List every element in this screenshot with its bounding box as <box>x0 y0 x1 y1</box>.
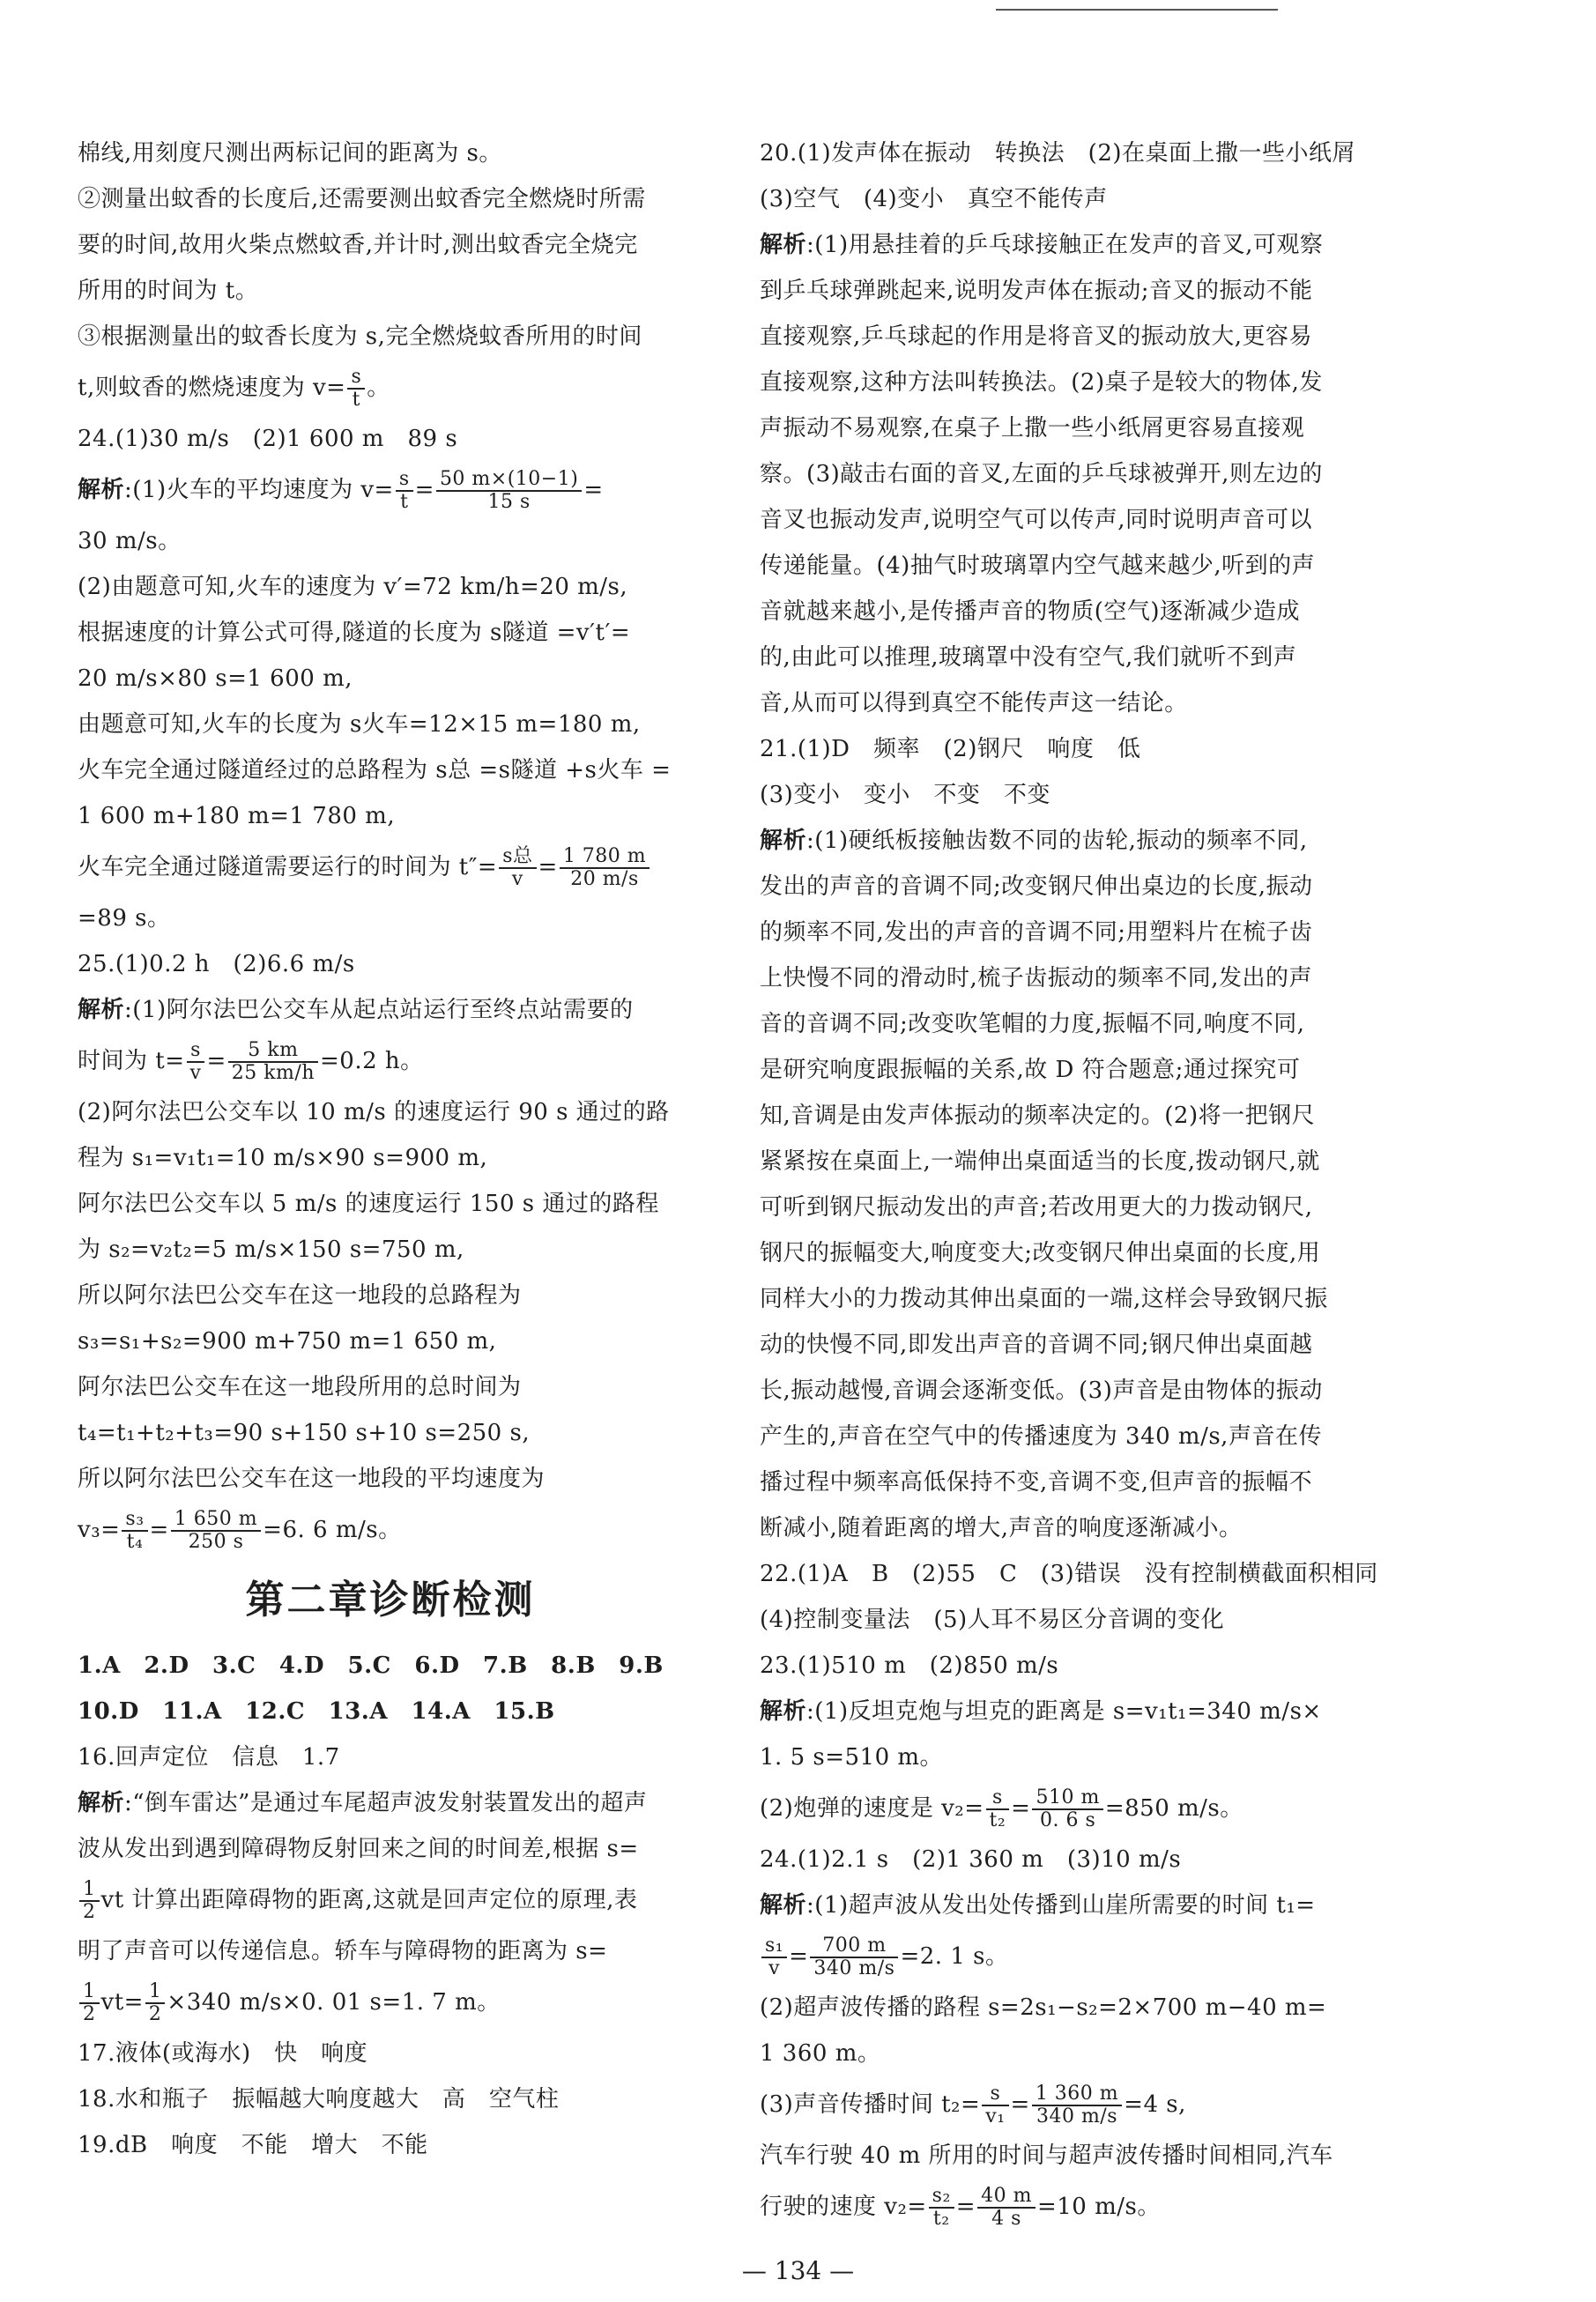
fraction <box>929 2186 954 2230</box>
numerator: s₃ <box>122 1509 147 1532</box>
numerator: 1 <box>79 1879 100 1902</box>
fraction <box>187 1040 205 1084</box>
numerator: 1 650 m <box>171 1509 261 1532</box>
mc-answers: 10.D 11.A 12.C 13.A 14.A 15.B <box>78 1698 555 1725</box>
analysis-label: 解析 <box>760 1892 807 1919</box>
analysis-label: 解析 <box>760 1698 807 1725</box>
text: =4 s, <box>1124 2091 1186 2118</box>
numerator: 510 m <box>1032 1787 1102 1810</box>
text: = <box>538 854 558 880</box>
numerator: s总 <box>499 846 536 869</box>
formula-line <box>760 1928 1429 1985</box>
answer-23: 23.(1)510 m (2)850 m/s <box>760 1652 1059 1679</box>
left-column <box>78 130 703 2168</box>
text-line: 20 m/s×80 s=1 600 m, <box>78 665 353 692</box>
text: = <box>206 1048 226 1074</box>
analysis-label: 解析 <box>78 997 125 1023</box>
answer-19: 19.dB 响度 不能 增大 不能 <box>78 2132 428 2158</box>
text: :“倒车雷达”是通过车尾超声波发射装置发出的超声 <box>124 1790 648 1816</box>
text-line: 紧紧按在桌面上,一端伸出桌面适当的长度,拨动钢尺,就 <box>760 1148 1320 1175</box>
analysis-line <box>760 1689 1429 1734</box>
fraction <box>977 2186 1036 2230</box>
text-line: 同样大小的力拨动其伸出桌面的一端,这样会导致钢尺振 <box>760 1286 1328 1312</box>
text: = <box>583 477 604 503</box>
text-line: 棉线,用刻度尺测出两标记间的距离为 s。 <box>78 140 502 167</box>
numerator: s <box>986 1787 1010 1810</box>
answer-21-cont: (3)变小 变小 不变 不变 <box>760 782 1050 808</box>
text-line: 根据速度的计算公式可得,隧道的长度为 s隧道 =v′t′= <box>78 620 631 646</box>
denominator: v <box>189 1062 202 1084</box>
text-line: s₃=s₁+s₂=900 m+750 m=1 650 m, <box>78 1328 497 1355</box>
text: vt= <box>100 1989 144 2016</box>
text-line: ②测量出蚊香的长度后,还需要测出蚊香完全燃烧时所需 <box>78 186 646 212</box>
text: (2)炮弹的速度是 v₂= <box>760 1795 984 1822</box>
answer-21: 21.(1)D 频率 (2)钢尺 响度 低 <box>760 736 1141 762</box>
text: =6. 6 m/s。 <box>263 1517 402 1543</box>
numerator: 40 m <box>977 2186 1036 2209</box>
denominator: t₂ <box>932 2208 950 2230</box>
text-line: 由题意可知,火车的长度为 s火车=12×15 m=180 m, <box>78 711 641 738</box>
fraction <box>347 367 365 411</box>
fraction <box>761 1935 787 1979</box>
text: 火车完全通过隧道需要运行的时间为 t″= <box>78 854 498 880</box>
formula-line <box>78 1974 703 2031</box>
formula-line <box>78 360 703 416</box>
text-line: 察。(3)敲击右面的音叉,左面的乒乓球被弹开,则左边的 <box>760 461 1323 487</box>
analysis-line <box>760 818 1429 864</box>
fraction <box>79 1879 100 1923</box>
text-line: t₄=t₁+t₂+t₃=90 s+150 s+10 s=250 s, <box>78 1420 531 1446</box>
formula-line <box>760 2179 1429 2235</box>
text: =850 m/s。 <box>1104 1795 1243 1822</box>
numerator: 50 m×(10−1) <box>436 469 582 492</box>
denominator: 20 m/s <box>570 868 639 890</box>
numerator: 1 <box>79 1981 100 2004</box>
text-line: 1 600 m+180 m=1 780 m, <box>78 803 396 829</box>
denominator: 0. 6 s <box>1040 1809 1096 1831</box>
numerator: 1 <box>145 1981 166 2004</box>
text-line: 1 360 m。 <box>760 2040 881 2067</box>
text: = <box>789 1943 809 1970</box>
formula-line <box>78 1872 703 1928</box>
text: :(1)阿尔法巴公交车从起点站运行至终点站需要的 <box>124 997 634 1023</box>
text-line: 发出的声音的音调不同;改变钢尺伸出桌边的长度,振动 <box>760 873 1313 900</box>
text-line: 音,从而可以得到真空不能传声这一结论。 <box>760 690 1188 717</box>
numerator: 5 km <box>228 1040 318 1063</box>
answer-20-cont: (3)空气 (4)变小 真空不能传声 <box>760 186 1108 212</box>
text-line: (2)阿尔法巴公交车以 10 m/s 的速度运行 90 s 通过的路 <box>78 1099 670 1125</box>
answer-22-cont: (4)控制变量法 (5)人耳不易区分音调的变化 <box>760 1607 1225 1633</box>
fraction <box>79 1981 100 2025</box>
numerator: s <box>347 367 365 390</box>
text: = <box>1011 1795 1031 1822</box>
text-line: 为 s₂=v₂t₂=5 m/s×150 s=750 m, <box>78 1236 464 1263</box>
answer-20: 20.(1)发声体在振动 转换法 (2)在桌面上撒一些小纸屑 <box>760 140 1356 167</box>
fraction <box>436 469 582 513</box>
fraction <box>396 469 413 513</box>
fraction <box>171 1509 261 1553</box>
denominator: v <box>511 868 523 890</box>
text-line: 断减小,随着距离的增大,声音的响度逐渐减小。 <box>760 1515 1243 1541</box>
answer-22: 22.(1)A B (2)55 C (3)错误 没有控制横截面积相同 <box>760 1561 1378 1587</box>
fraction <box>122 1509 147 1553</box>
text-line: 上快慢不同的滑动时,梳子齿振动的频率不同,发出的声 <box>760 965 1313 991</box>
fraction <box>982 2083 1008 2127</box>
answer-25: 25.(1)0.2 h (2)6.6 m/s <box>78 951 355 977</box>
analysis-line <box>760 1882 1429 1928</box>
right-column <box>760 130 1429 2235</box>
denominator: 340 m/s <box>1036 2105 1118 2127</box>
text: :(1)硬纸板接触齿数不同的齿轮,振动的频率不同, <box>806 828 1308 854</box>
analysis-label: 解析 <box>78 477 125 503</box>
denominator: v <box>768 1957 781 1979</box>
page-number: — 134 — <box>741 2256 855 2285</box>
text: = <box>1010 2091 1030 2118</box>
text-line: 知,音调是由发声体振动的频率决定的。(2)将一把钢尺 <box>760 1103 1316 1129</box>
text-line: 汽车行驶 40 m 所用的时间与超声波传播时间相同,汽车 <box>760 2142 1333 2169</box>
text-line: 直接观察,乒乓球起的作用是将音叉的振动放大,更容易 <box>760 323 1313 350</box>
text: :(1)反坦克炮与坦克的距离是 s=v₁t₁=340 m/s× <box>806 1698 1322 1725</box>
analysis-line <box>78 1780 703 1826</box>
denominator: 25 km/h <box>231 1062 315 1084</box>
fraction <box>1032 2083 1122 2127</box>
fraction <box>560 846 650 890</box>
text-line: 产生的,声音在空气中的传播速度为 340 m/s,声音在传 <box>760 1423 1322 1450</box>
answer-24: 24.(1)2.1 s (2)1 360 m (3)10 m/s <box>760 1846 1182 1873</box>
text-line: 可听到钢尺振动发出的声音;若改用更大的力拨动钢尺, <box>760 1194 1313 1221</box>
text: = <box>955 2194 976 2220</box>
text-line: 火车完全通过隧道经过的总路程为 s总 =s隧道 +s火车 = <box>78 757 672 783</box>
text-line: 长,振动越慢,音调会逐渐变低。(3)声音是由物体的振动 <box>760 1377 1323 1404</box>
formula-line <box>78 462 703 518</box>
numerator: s₂ <box>929 2186 954 2209</box>
text-line: 程为 s₁=v₁t₁=10 m/s×90 s=900 m, <box>78 1145 488 1171</box>
text: =10 m/s。 <box>1036 2194 1161 2220</box>
analysis-label: 解析 <box>760 232 807 258</box>
answer-16: 16.回声定位 信息 1.7 <box>78 1744 340 1771</box>
text: =2. 1 s。 <box>900 1943 1009 1970</box>
text-line: 声振动不易观察,在桌子上撒一些小纸屑更容易直接观 <box>760 415 1305 442</box>
analysis-line <box>78 987 703 1033</box>
mc-answers: 1.A 2.D 3.C 4.D 5.C 6.D 7.B 8.B 9.B <box>78 1652 664 1679</box>
text: vt 计算出距障碍物的距离,这就是回声定位的原理,表 <box>100 1887 638 1913</box>
top-rule <box>996 9 1278 11</box>
text-line: 所以阿尔法巴公交车在这一地段的总路程为 <box>78 1282 522 1309</box>
text: t,则蚊香的燃烧速度为 v= <box>78 375 346 401</box>
denominator: 2 <box>148 2003 162 2025</box>
text-line: 传递能量。(4)抽气时玻璃罩内空气越来越少,听到的声 <box>760 553 1316 579</box>
fraction <box>499 846 536 890</box>
formula-line <box>78 1502 703 1558</box>
text-line: 播过程中频率高低保持不变,音调不变,但声音的振幅不 <box>760 1469 1313 1496</box>
text: =0.2 h。 <box>320 1048 424 1074</box>
denominator: 250 s <box>188 1531 244 1553</box>
numerator: s <box>396 469 413 492</box>
text-line: 音的音调不同;改变吹笔帽的力度,振幅不同,响度不同, <box>760 1011 1305 1037</box>
text-line: 明了声音可以传递信息。轿车与障碍物的距离为 s= <box>78 1938 608 1964</box>
formula-line <box>760 2076 1429 2133</box>
fraction <box>145 1981 166 2025</box>
denominator: 4 s <box>991 2208 1021 2230</box>
denominator: 2 <box>83 2003 96 2025</box>
denominator: t <box>352 389 361 411</box>
text-line: 阿尔法巴公交车在这一地段所用的总时间为 <box>78 1374 522 1400</box>
text-line: ③根据测量出的蚊香长度为 s,完全燃烧蚊香所用的时间 <box>78 323 642 350</box>
analysis-line <box>760 222 1429 268</box>
text-line: 30 m/s。 <box>78 528 182 554</box>
text-line: 直接观察,这种方法叫转换法。(2)桌子是较大的物体,发 <box>760 369 1323 396</box>
numerator: s₁ <box>761 1935 787 1958</box>
answer-24: 24.(1)30 m/s (2)1 600 m 89 s <box>78 426 458 452</box>
text: = <box>149 1517 169 1543</box>
denominator: t₄ <box>126 1531 144 1553</box>
denominator: 2 <box>83 1901 96 1923</box>
text-line: 波从发出到遇到障碍物反射回来之间的时间差,根据 s= <box>78 1836 639 1862</box>
text: 行驶的速度 v₂= <box>760 2194 927 2220</box>
numerator: s <box>982 2083 1008 2106</box>
numerator: 700 m <box>810 1935 898 1958</box>
numerator: 1 780 m <box>560 846 650 869</box>
numerator: 1 360 m <box>1032 2083 1122 2106</box>
text-line: 所用的时间为 t。 <box>78 278 259 304</box>
text: :(1)用悬挂着的乒乓球接触正在发声的音叉,可观察 <box>806 232 1324 258</box>
text-line: 钢尺的振幅变大,响度变大;改变钢尺伸出桌面的长度,用 <box>760 1240 1321 1266</box>
text: 。 <box>367 375 390 401</box>
text: = <box>414 477 434 503</box>
denominator: t <box>400 491 409 513</box>
text: (3)声音传播时间 t₂= <box>760 2091 981 2118</box>
text: :(1)超声波从发出处传播到山崖所需要的时间 t₁= <box>806 1892 1316 1919</box>
text-line: 到乒乓球弹跳起来,说明发声体在振动;音叉的振动不能 <box>760 278 1313 304</box>
analysis-label: 解析 <box>760 828 807 854</box>
fraction <box>810 1935 898 1979</box>
text: 时间为 t= <box>78 1048 185 1074</box>
fraction <box>986 1787 1010 1831</box>
text-line: 1. 5 s=510 m。 <box>760 1744 944 1771</box>
text-line: =89 s。 <box>78 905 171 932</box>
denominator: v₁ <box>985 2105 1006 2127</box>
text-line: 要的时间,故用火柴点燃蚊香,并计时,测出蚊香完全烧完 <box>78 232 638 258</box>
text-line: 音叉也振动发声,说明空气可以传声,同时说明声音可以 <box>760 507 1313 533</box>
denominator: 340 m/s <box>813 1957 895 1979</box>
text-line: 音就越来越小,是传播声音的物质(空气)逐渐减少造成 <box>760 598 1301 625</box>
denominator: 15 s <box>487 491 531 513</box>
answer-17: 17.液体(或海水) 快 响度 <box>78 2040 368 2067</box>
formula-line <box>78 1033 703 1089</box>
text: v₃= <box>78 1517 121 1543</box>
chapter-title: 第二章诊断检测 <box>245 1578 536 1623</box>
text: ×340 m/s×0. 01 s=1. 7 m。 <box>167 1989 501 2016</box>
text-line: 动的快慢不同,即发出声音的音调不同;钢尺伸出桌面越 <box>760 1332 1313 1358</box>
fraction <box>228 1040 318 1084</box>
fraction <box>1032 1787 1102 1831</box>
analysis-label: 解析 <box>78 1790 125 1816</box>
formula-line <box>760 1780 1429 1837</box>
denominator: t₂ <box>989 1809 1006 1831</box>
text-line: (2)由题意可知,火车的速度为 v′=72 km/h=20 m/s, <box>78 574 628 600</box>
text: :(1)火车的平均速度为 v= <box>124 477 394 503</box>
formula-line <box>78 839 703 895</box>
text-line: 是研究响度跟振幅的关系,故 D 符合题意;通过探究可 <box>760 1057 1301 1083</box>
answer-18: 18.水和瓶子 振幅越大响度越大 高 空气柱 <box>78 2086 560 2113</box>
text-line: 的,由此可以推理,玻璃罩中没有空气,我们就听不到声 <box>760 644 1297 671</box>
numerator: s <box>187 1040 205 1063</box>
text-line: 阿尔法巴公交车以 5 m/s 的速度运行 150 s 通过的路程 <box>78 1191 659 1217</box>
text-line: (2)超声波传播的路程 s=2s₁−s₂=2×700 m−40 m= <box>760 1994 1327 2021</box>
text-line: 所以阿尔法巴公交车在这一地段的平均速度为 <box>78 1466 546 1492</box>
text-line: 的频率不同,发出的声音的音调不同;用塑料片在梳子齿 <box>760 919 1313 946</box>
